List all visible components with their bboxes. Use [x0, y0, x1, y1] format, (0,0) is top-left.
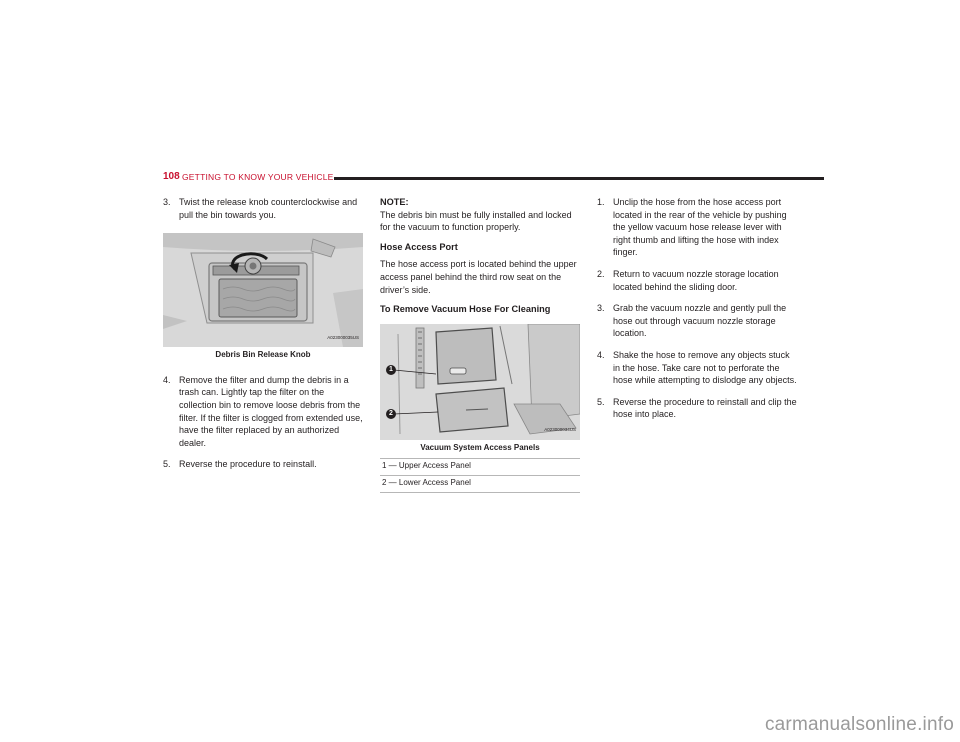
step-text: Shake the hose to remove any objects stuck in the hose. Take care not to perforate the hose while attempting to dislodge any objects. — [613, 349, 797, 386]
header-rule — [334, 177, 824, 180]
site-watermark: carmanualsonline.info — [764, 714, 954, 735]
step-text: Twist the release knob counterclockwise and pull the bin towards you. — [179, 197, 358, 220]
step-text: Grab the vacuum nozzle and gently pull the hose out through vacuum nozzle storage location. — [613, 303, 787, 339]
legend-row — [380, 475, 580, 492]
step-number: 4. — [163, 374, 171, 385]
figure-code: A023000035US — [327, 334, 359, 340]
step-text: Remove the filter and dump the debris in a trash can. Lightly tap the filter on the collection bin to remove loose debris from the filter. If the filter is clogged from extended use, have the filter replaced by an authorized dealer. — [179, 374, 363, 448]
step-number: 1. — [597, 197, 605, 207]
step-text: Reverse the procedure to reinstall and clip the hose into place. — [613, 396, 797, 420]
heading-hose-access-port: Hose Access Port — [380, 241, 458, 252]
step-2 — [597, 268, 799, 293]
step-4 — [597, 349, 799, 387]
step-text: Unclip the hose from the hose access port located in the rear of the vehicle by pushing the yellow vacuum hose release lever with right thumb and lifting the hose with index finger. — [613, 197, 787, 258]
step-4 — [163, 374, 363, 450]
step-number: 4. — [597, 349, 605, 360]
section-title: GETTING TO KNOW YOUR VEHICLE — [182, 172, 334, 182]
legend-item: 1 — Upper Access Panel — [380, 459, 580, 476]
step-5 — [163, 458, 363, 471]
figure-caption: Vacuum System Access Panels — [420, 442, 540, 452]
debris-bin-illustration — [163, 233, 363, 347]
access-panels-illustration — [380, 324, 580, 440]
callout-1: 1 — [386, 365, 396, 375]
access-panels-figure — [380, 324, 580, 440]
step-5 — [597, 396, 799, 421]
note-label: NOTE: — [380, 197, 409, 207]
step-text: Return to vacuum nozzle storage location located behind the sliding door. — [613, 268, 779, 292]
note-text: The debris bin must be fully installed and locked for the vacuum to function properly. — [380, 209, 572, 233]
step-number: 5. — [163, 459, 171, 470]
legend-item: 2 — Lower Access Panel — [380, 475, 580, 492]
column-left — [163, 196, 363, 480]
paragraph-hose-access: The hose access port is located behind the upper access panel behind the third row seat on the driver’s side. — [380, 259, 577, 295]
figure-code: A023000034US — [544, 427, 576, 433]
column-middle — [380, 196, 580, 493]
figure-caption: Debris Bin Release Knob — [215, 350, 311, 360]
callout-2: 2 — [386, 409, 396, 419]
step-number: 5. — [597, 396, 605, 407]
step-number: 2. — [597, 268, 605, 279]
step-3 — [597, 302, 799, 340]
step-number: 3. — [163, 197, 171, 207]
step-number: 3. — [597, 303, 605, 314]
step-3 — [163, 196, 363, 221]
step-text: Reverse the procedure to reinstall. — [179, 459, 317, 470]
step-1 — [597, 196, 799, 259]
debris-bin-figure — [163, 233, 363, 347]
legend-row — [380, 459, 580, 476]
page-header — [163, 171, 824, 185]
column-right — [597, 196, 799, 430]
figure-legend — [380, 458, 580, 492]
page-number: 108 — [163, 171, 180, 182]
heading-remove-hose: To Remove Vacuum Hose For Cleaning — [380, 304, 551, 315]
